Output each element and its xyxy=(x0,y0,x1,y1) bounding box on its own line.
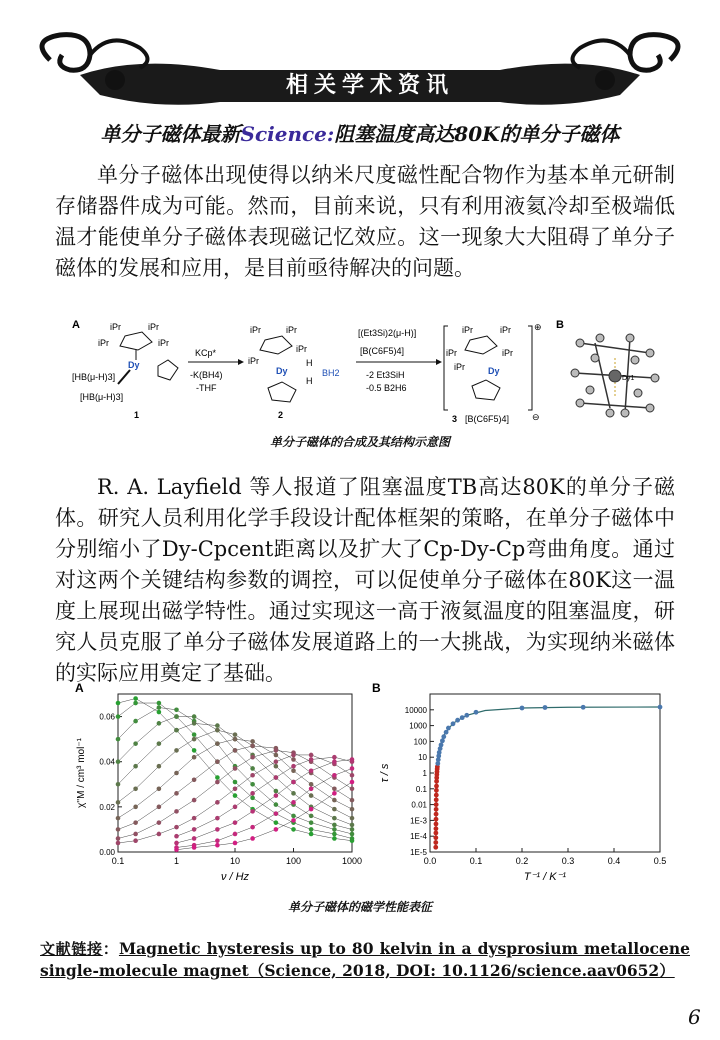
byproduct-kbh4: -K(BH4) xyxy=(190,370,223,380)
data-point xyxy=(474,710,479,715)
data-point xyxy=(133,764,138,769)
relaxation-time-chart xyxy=(379,694,666,883)
data-point xyxy=(174,841,179,846)
data-point xyxy=(133,741,138,746)
x-axis-label: T⁻¹ / K⁻¹ xyxy=(523,871,567,883)
data-point xyxy=(350,773,355,778)
data-point xyxy=(291,814,296,819)
data-point xyxy=(192,755,197,760)
data-point xyxy=(309,753,314,758)
data-point xyxy=(250,809,255,814)
x-tick-label: 0.4 xyxy=(607,856,621,866)
data-point xyxy=(157,764,162,769)
ipr-label: iPr xyxy=(98,338,109,348)
data-point xyxy=(233,766,238,771)
data-point xyxy=(133,832,138,837)
magnetic-properties-figure xyxy=(70,680,670,890)
title-suffix: 阻塞温度高达80K的单分子磁体 xyxy=(334,122,620,146)
data-point xyxy=(174,714,179,719)
data-point xyxy=(157,820,162,825)
data-point xyxy=(133,838,138,843)
data-point xyxy=(133,787,138,792)
data-point xyxy=(192,721,197,726)
data-point xyxy=(250,739,255,744)
data-point xyxy=(434,788,439,793)
data-point xyxy=(215,800,220,805)
data-point xyxy=(133,701,138,706)
compound-number: 2 xyxy=(278,410,284,420)
data-point xyxy=(274,827,279,832)
data-point xyxy=(444,730,449,735)
figure2-caption: 单分子磁体的磁学性能表征 xyxy=(287,900,432,914)
panel-a-label: A xyxy=(72,319,80,331)
y-tick-label: 0.06 xyxy=(99,712,115,722)
data-point xyxy=(116,714,121,719)
ipr-label: iPr xyxy=(250,325,261,335)
data-point xyxy=(581,705,586,710)
data-point xyxy=(309,814,314,819)
y-tick-label: 0.04 xyxy=(99,757,115,767)
x-tick-label: 0.2 xyxy=(515,856,529,866)
data-point xyxy=(274,753,279,758)
data-point xyxy=(451,721,456,726)
byproduct-diborane: -0.5 B2H6 xyxy=(366,383,407,393)
data-point xyxy=(192,777,197,782)
compound-number: 3 xyxy=(452,414,458,424)
data-point xyxy=(274,820,279,825)
data-point xyxy=(215,759,220,764)
data-point xyxy=(250,773,255,778)
x-tick-label: 0.1 xyxy=(469,856,483,866)
data-point xyxy=(116,737,121,742)
data-point xyxy=(174,708,179,713)
data-point xyxy=(332,759,337,764)
dy-label: Dy xyxy=(128,360,140,370)
title-highlight: Science: xyxy=(240,122,335,146)
ipr-label: iPr xyxy=(500,325,511,335)
series-line xyxy=(177,757,353,836)
data-point xyxy=(309,768,314,773)
data-point xyxy=(350,766,355,771)
data-point xyxy=(215,775,220,780)
data-point xyxy=(157,701,162,706)
data-point xyxy=(250,766,255,771)
h-label: H xyxy=(306,376,313,386)
data-point xyxy=(433,831,438,836)
data-point xyxy=(192,748,197,753)
data-point xyxy=(350,832,355,837)
data-point xyxy=(520,706,525,711)
ac-susceptibility-chart xyxy=(76,694,362,883)
data-point xyxy=(433,845,438,850)
data-point xyxy=(174,809,179,814)
data-point xyxy=(215,728,220,733)
data-point xyxy=(215,827,220,832)
dy-label: Dy xyxy=(276,366,288,376)
data-point xyxy=(215,816,220,821)
data-point xyxy=(332,787,337,792)
data-point xyxy=(233,732,238,737)
data-point xyxy=(116,836,121,841)
synthesis-scheme-figure xyxy=(70,318,660,430)
data-point xyxy=(192,827,197,832)
paragraph-intro: 单分子磁体出现使得以纳米尺度磁性配合物作为基本单元研制存储器件成为可能。然而，目前来说，只有利用液氦冷却至极端低温才能使单分子磁体表现磁记忆效应。这一现象大大阻碍了单分子磁体的发展和应用，是目前亟待解决的问题。 xyxy=(55,163,675,280)
x-tick-label: 0.5 xyxy=(653,856,667,866)
y-tick-label: 10000 xyxy=(404,705,427,715)
byproduct-thf: -THF xyxy=(196,383,217,393)
data-point xyxy=(460,715,465,720)
data-point xyxy=(291,800,296,805)
data-point xyxy=(274,802,279,807)
data-point xyxy=(116,827,121,832)
x-tick-label: 0.1 xyxy=(111,856,125,866)
data-point xyxy=(291,827,296,832)
data-point xyxy=(250,755,255,760)
data-point xyxy=(215,741,220,746)
data-point xyxy=(192,816,197,821)
reference-link[interactable]: Magnetic hysteresis up to 80 kelvin in a dysprosium metallocene single-molecule magnet xyxy=(40,939,690,980)
y-axis-label: χ''M / cm³ mol⁻¹ xyxy=(76,738,87,808)
data-point xyxy=(157,741,162,746)
y-tick-label: 0.1 xyxy=(415,784,427,794)
data-point xyxy=(332,807,337,812)
data-point xyxy=(116,816,121,821)
data-point xyxy=(174,771,179,776)
x-tick-label: 0.3 xyxy=(561,856,575,866)
data-point xyxy=(250,744,255,749)
data-point xyxy=(174,791,179,796)
x-axis-label: ν / Hz xyxy=(220,871,250,883)
data-point xyxy=(174,834,179,839)
data-point xyxy=(174,825,179,830)
data-point xyxy=(440,738,445,743)
data-point xyxy=(291,818,296,823)
data-point xyxy=(250,796,255,801)
ipr-label: iPr xyxy=(148,322,159,332)
data-point xyxy=(446,726,451,731)
compound-number: 1 xyxy=(134,410,140,420)
data-point xyxy=(250,836,255,841)
data-point xyxy=(332,816,337,821)
data-point xyxy=(309,820,314,825)
data-point xyxy=(274,775,279,780)
data-point xyxy=(192,714,197,719)
data-point xyxy=(133,820,138,825)
data-point xyxy=(233,787,238,792)
data-point xyxy=(192,737,197,742)
reference-citation: （Science, 2018, DOI: 10.1126/science.aav0652） xyxy=(248,961,675,980)
ipr-label: iPr xyxy=(158,338,169,348)
panel-b-label: B xyxy=(372,681,381,695)
data-point xyxy=(434,797,439,802)
data-point xyxy=(434,802,439,807)
data-point xyxy=(309,757,314,762)
data-point xyxy=(157,832,162,837)
data-point xyxy=(455,718,460,723)
charge-minus: ⊖ xyxy=(532,412,540,422)
data-point xyxy=(215,838,220,843)
data-point xyxy=(309,832,314,837)
data-point xyxy=(157,705,162,710)
y-tick-label: 0.00 xyxy=(99,848,115,857)
article-title xyxy=(30,118,690,147)
data-point xyxy=(434,807,439,812)
data-point xyxy=(174,748,179,753)
x-tick-label: 10 xyxy=(229,856,241,866)
data-point xyxy=(274,789,279,794)
data-point xyxy=(157,805,162,810)
charge-plus: ⊕ xyxy=(534,322,542,332)
data-point xyxy=(291,780,296,785)
data-point xyxy=(434,822,439,827)
data-point xyxy=(274,759,279,764)
reference-label: 文献链接 xyxy=(40,940,103,958)
dy-label: Dy xyxy=(488,366,500,376)
data-point xyxy=(133,719,138,724)
data-point xyxy=(434,826,439,831)
y-tick-label: 1E-3 xyxy=(410,816,427,826)
series-line xyxy=(177,768,353,847)
x-tick-label: 0.0 xyxy=(423,856,437,866)
data-point xyxy=(543,705,548,710)
data-point xyxy=(250,791,255,796)
data-point xyxy=(350,780,355,785)
paragraph-main: R. A. Layfield 等人报道了阻塞温度TB高达80K的单分子磁体。研究人员利用化学手段设计配体框架的策略，在单分子磁体中分别缩小了Dy-Cpcent距离以及扩大了Cp-Dy-Cp弯曲角度。通过对这两个关键结构参数的调控，可以促使单分子磁体在80K这一温度上展现出磁学特性。通过实现这一高于液氦温度的阻塞温度，研究人员克服了单分子磁体发展道路上的一大挑战，为实现纳米磁体的实际应用奠定了基础。 xyxy=(55,475,675,685)
x-tick-label: 1 xyxy=(173,856,180,866)
dy1-label: Dy1 xyxy=(622,375,635,382)
plot-frame xyxy=(118,694,352,852)
data-point xyxy=(116,782,121,787)
data-point xyxy=(350,823,355,828)
series-line xyxy=(177,759,353,843)
data-point xyxy=(434,812,439,817)
data-point xyxy=(116,800,121,805)
figure1-caption: 单分子磁体的合成及其结构示意图 xyxy=(269,435,450,449)
data-point xyxy=(332,773,337,778)
data-point xyxy=(274,793,279,798)
data-point xyxy=(350,787,355,792)
data-point xyxy=(658,705,663,710)
data-point xyxy=(291,753,296,758)
data-point xyxy=(133,805,138,810)
data-point xyxy=(192,845,197,850)
data-point xyxy=(350,816,355,821)
y-tick-label: 1E-5 xyxy=(410,848,427,857)
ipr-label: iPr xyxy=(248,356,259,366)
data-point xyxy=(215,723,220,728)
byproduct-silane: -2 Et3SiH xyxy=(366,370,405,380)
y-tick-label: 1E-4 xyxy=(410,832,427,842)
header-banner xyxy=(20,20,700,110)
ipr-label: iPr xyxy=(502,348,513,358)
data-point xyxy=(215,780,220,785)
panel-b-label: B xyxy=(556,319,564,331)
data-point xyxy=(215,843,220,848)
data-point xyxy=(157,787,162,792)
data-point xyxy=(434,817,439,822)
panel-a-label: A xyxy=(75,681,84,695)
h-label: H xyxy=(306,358,313,368)
data-point xyxy=(434,793,439,798)
ipr-label: iPr xyxy=(296,344,307,354)
data-point xyxy=(157,721,162,726)
data-point xyxy=(274,748,279,753)
title-prefix: 单分子磁体最新 xyxy=(100,122,241,146)
data-point xyxy=(233,805,238,810)
data-point xyxy=(464,713,469,718)
fit-curve xyxy=(436,707,660,847)
ipr-label: iPr xyxy=(462,325,473,335)
data-point xyxy=(291,757,296,762)
data-point xyxy=(433,840,438,845)
reagent-borate: [B(C6F5)4] xyxy=(360,346,405,356)
y-tick-label: 0.02 xyxy=(99,802,115,812)
data-point xyxy=(291,768,296,773)
data-point xyxy=(309,787,314,792)
data-point xyxy=(174,847,179,852)
data-point xyxy=(332,755,337,760)
ipr-label: iPr xyxy=(454,362,465,372)
data-point xyxy=(233,737,238,742)
anion-label: [B(C6F5)4] xyxy=(465,414,510,424)
data-point xyxy=(233,780,238,785)
data-point xyxy=(133,696,138,701)
data-point xyxy=(116,759,121,764)
data-point xyxy=(233,841,238,846)
data-point xyxy=(274,764,279,769)
bh2-label: BH2 xyxy=(322,368,340,378)
data-point xyxy=(350,836,355,841)
data-point xyxy=(350,798,355,803)
ipr-label: iPr xyxy=(286,325,297,335)
data-point xyxy=(309,782,314,787)
data-point xyxy=(350,827,355,832)
data-point xyxy=(192,798,197,803)
y-axis-label: τ / s xyxy=(379,763,391,783)
data-point xyxy=(332,836,337,841)
data-point xyxy=(274,811,279,816)
hb-label: [HB(μ-H)3] xyxy=(80,392,124,402)
data-point xyxy=(291,764,296,769)
data-point xyxy=(250,782,255,787)
crystal-structure-image xyxy=(571,334,659,417)
data-point xyxy=(332,832,337,837)
data-point xyxy=(433,835,438,840)
reagent-kcp: KCp* xyxy=(195,348,217,358)
y-tick-label: 1 xyxy=(422,769,427,778)
data-point xyxy=(441,734,446,739)
data-point xyxy=(309,793,314,798)
data-point xyxy=(291,791,296,796)
data-point xyxy=(192,732,197,737)
reference-colon: ： xyxy=(102,939,119,958)
data-point xyxy=(116,701,121,706)
data-point xyxy=(157,710,162,715)
data-point xyxy=(233,820,238,825)
x-tick-label: 100 xyxy=(285,856,302,866)
data-point xyxy=(233,793,238,798)
ipr-label: iPr xyxy=(110,322,121,332)
data-point xyxy=(309,807,314,812)
data-point xyxy=(439,743,444,748)
y-tick-label: 0.01 xyxy=(411,800,427,810)
y-tick-label: 1000 xyxy=(409,721,427,731)
page-number: 6 xyxy=(688,1005,701,1029)
data-point xyxy=(332,823,337,828)
data-point xyxy=(309,827,314,832)
ipr-label: iPr xyxy=(446,348,457,358)
data-point xyxy=(332,827,337,832)
data-point xyxy=(233,748,238,753)
data-point xyxy=(350,757,355,762)
data-point xyxy=(332,791,337,796)
data-point xyxy=(332,798,337,803)
reference-block xyxy=(40,938,690,982)
data-point xyxy=(350,807,355,812)
data-point xyxy=(434,784,439,789)
data-point xyxy=(192,836,197,841)
data-point xyxy=(174,728,179,733)
hb-label: [HB(μ-H)3] xyxy=(72,372,116,382)
reagent-silylium: [(Et3Si)2(μ-H)] xyxy=(358,328,417,338)
data-point xyxy=(116,841,121,846)
data-point xyxy=(250,825,255,830)
y-tick-label: 10 xyxy=(418,753,427,763)
banner-title: 相关学术资讯 xyxy=(285,72,454,98)
data-point xyxy=(233,832,238,837)
x-tick-label: 1000 xyxy=(341,856,363,866)
y-tick-label: 100 xyxy=(413,737,427,747)
